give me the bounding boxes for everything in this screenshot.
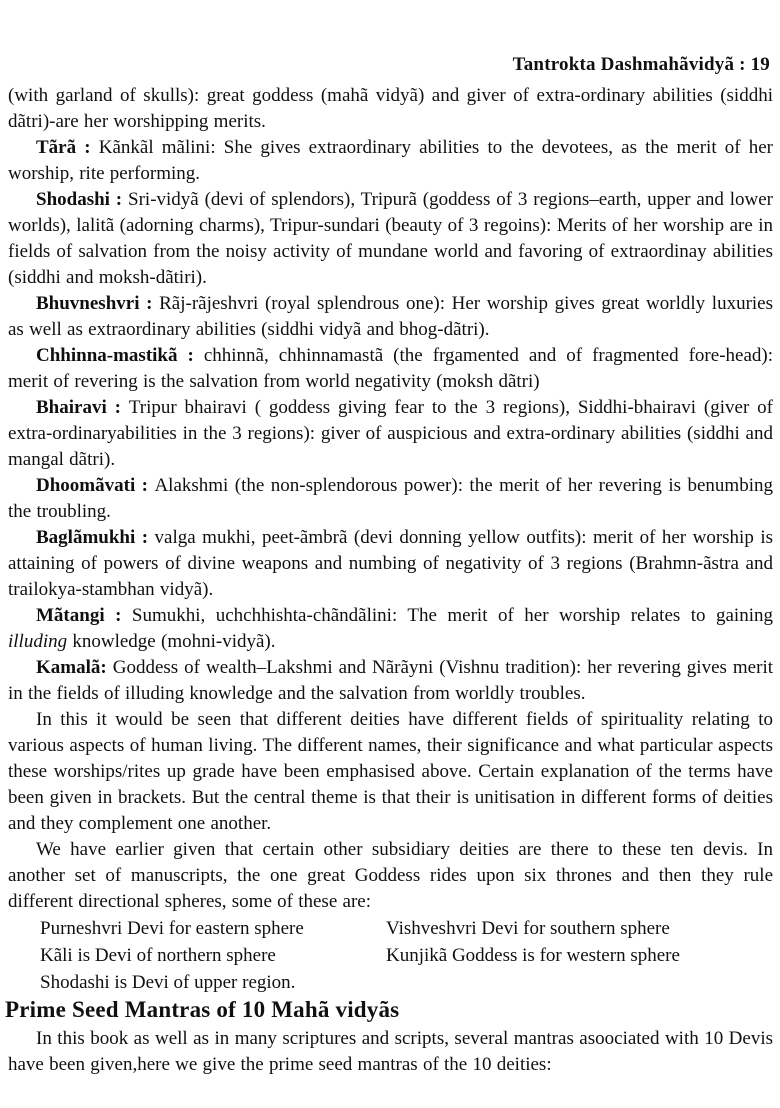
paragraph-text: Kãnkãl mãlini: She gives extraordinary abilities to the devotees, as the merit of her worship, rite performing. bbox=[8, 137, 773, 184]
paragraph-text: Tripur bhairavi ( goddess giving fear to the 3 regions), Siddhi-bhairavi (giver of extra-ordinaryabilities in the 3 regions): giver of auspicious and extra-ordinary abilities (siddhi and mangal dãtri). bbox=[8, 397, 773, 470]
paragraph-text: valga mukhi, peet-ãmbrã (devi donning yellow outfits): merit of her worship is attaining of powers of divine weapons and numbing of negativity of 3 regions (Brahmn-ãstra and trailokya-stambhan vidyã). bbox=[8, 527, 773, 600]
paragraph-text: (with garland of skulls): great goddess (mahã vidyã) and giver of extra-ordinary abilities (siddhi dãtri)-are her worshipping merits. bbox=[8, 85, 773, 132]
deity-name-lead: Bhuvneshvri : bbox=[36, 293, 160, 314]
sphere-left-item: Kãli is Devi of northern sphere bbox=[40, 945, 276, 966]
closing-paragraphs bbox=[8, 1026, 773, 1078]
body-paragraphs bbox=[8, 83, 773, 915]
deity-name-lead: Shodashi : bbox=[36, 189, 129, 210]
italic-term: illuding bbox=[8, 631, 68, 652]
section-heading: Prime Seed Mantras of 10 Mahã vidyãs bbox=[5, 997, 400, 1022]
sphere-left-item: Shodashi is Devi of upper region. bbox=[40, 972, 296, 993]
deity-name-lead: Chhinna-mastikã : bbox=[36, 345, 204, 366]
paragraph-text: Sri-vidyã (devi of splendors), Tripurã (goddess of 3 regions–earth, upper and lower worlds), lalitã (adorning charms), Tripur-sundari (beauty of 3 regoins): Merits of her worship are in fields of salvation from the noisy activity of mundane world and favoring of extraordinay abilities (siddhi and moksh-dãtiri). bbox=[8, 189, 773, 288]
sphere-right-item: Vishveshvri Devi for southern sphere bbox=[386, 918, 670, 939]
paragraph bbox=[8, 603, 773, 655]
deity-name-lead: Kamalã: bbox=[36, 657, 113, 678]
sphere-row bbox=[40, 969, 773, 996]
paragraph bbox=[8, 1026, 773, 1078]
paragraph-text: Sumukhi, uchchhishta-chãndãlini: The merit of her worship relates to gaining bbox=[131, 605, 773, 626]
deity-name-lead: Bhairavi : bbox=[36, 397, 129, 418]
sphere-right-item: Kunjikã Goddess is for western sphere bbox=[386, 945, 680, 966]
paragraph bbox=[8, 837, 773, 915]
paragraph-text: Goddess of wealth–Lakshmi and Nãrãyni (Vishnu tradition): her revering gives merit in the fields of illuding knowledge and the salvation from worldly troubles. bbox=[8, 657, 774, 704]
sphere-right-item bbox=[386, 969, 773, 996]
paragraph-text: knowledge (mohni-vidyã). bbox=[67, 631, 276, 652]
paragraph-text: Alakshmi (the non-splendorous power): the merit of her revering is benumbing the troubling. bbox=[8, 475, 773, 522]
sphere-left-item: Purneshvri Devi for eastern sphere bbox=[40, 918, 304, 939]
deity-name-lead: Tãrã : bbox=[36, 137, 99, 158]
paragraph bbox=[8, 707, 773, 837]
paragraph bbox=[8, 525, 773, 603]
sphere-row bbox=[40, 942, 773, 969]
deity-name-lead: Mãtangi : bbox=[36, 605, 132, 626]
paragraph bbox=[8, 135, 773, 187]
running-header-page-title: Tantrokta Dashmahãvidyã : 19 bbox=[512, 54, 770, 75]
deity-name-lead: Dhoomãvati : bbox=[36, 475, 155, 496]
paragraph bbox=[8, 343, 773, 395]
paragraph bbox=[8, 187, 773, 291]
directional-devi-list bbox=[8, 915, 773, 996]
paragraph bbox=[8, 395, 773, 473]
sphere-row bbox=[40, 915, 773, 942]
paragraph bbox=[8, 473, 773, 525]
paragraph-text: In this book as well as in many scriptures and scripts, several mantras asoociated with 10 Devis have been given,here we give the prime seed mantras of the 10 deities: bbox=[8, 1028, 773, 1075]
paragraph-text: We have earlier given that certain other subsidiary deities are there to these ten devis. In another set of manuscripts, the one great Goddess rides upon six thrones and then they rule different directional spheres, some of these are: bbox=[8, 839, 773, 912]
paragraph-text: Rãj-rãjeshvri (royal splendrous one): Her worship gives great worldly luxuries as well as extraordinary abilities (siddhi vidyã and bhog-dãtri). bbox=[8, 293, 774, 340]
deity-name-lead: Baglãmukhi : bbox=[36, 527, 155, 548]
paragraph bbox=[8, 655, 773, 707]
paragraph bbox=[8, 83, 773, 135]
paragraph-text: In this it would be seen that different deities have different fields of spirituality relating to various aspects of human living. The different names, their significance and what particular aspects these worships/rites up grade have been emphasised above. Certain explanation of the terms have been given in brackets. But the central theme is that their is unitisation in different forms of deities and they complement one another. bbox=[8, 709, 773, 834]
paragraph-text: chhinnã, chhinnamastã (the frgamented and of fragmented fore-head): merit of revering is the salvation from world negativity (moksh dãtri) bbox=[8, 345, 773, 392]
paragraph bbox=[8, 291, 773, 343]
